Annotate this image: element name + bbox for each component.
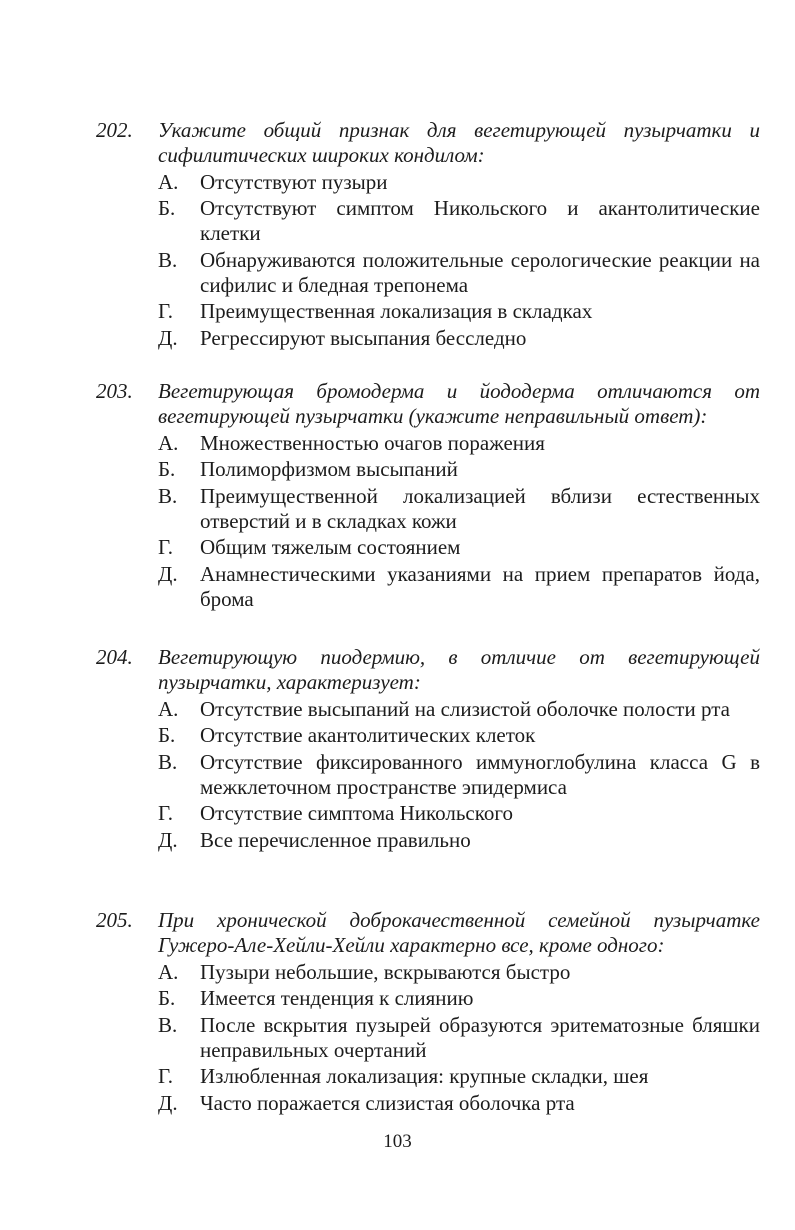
answer-option-g — [158, 535, 760, 560]
question-text: Вегетирующую пиодермию, в отличие от вегетирующей пузырчатки, характеризует: — [158, 645, 760, 694]
option-letter: А. — [158, 430, 179, 455]
answer-option-g — [158, 1064, 760, 1089]
option-letter: Б. — [158, 196, 176, 220]
question-text: Укажите общий признак для вегетирующей пузырчатки и сифилитических широких кондилом: — [158, 118, 760, 167]
answer-option-b — [158, 986, 760, 1011]
option-letter: Д. — [158, 325, 178, 350]
option-letter: Г. — [158, 535, 174, 559]
option-letter: А. — [158, 169, 179, 194]
answer-option-v — [158, 484, 760, 534]
answer-option-a — [158, 431, 760, 456]
question-header — [96, 379, 760, 429]
option-text: Излюбленная локализация: крупные складки, шея — [200, 1064, 649, 1088]
option-letter: В. — [158, 1012, 178, 1037]
option-text: Преимущественной локализацией вблизи естественных отверстий и в складках кожи — [200, 483, 760, 533]
option-text: Отсутствие высыпаний на слизистой оболочке полости рта — [200, 696, 730, 721]
option-letter: В. — [158, 247, 178, 272]
answer-option-a — [158, 170, 760, 195]
option-letter: Д. — [158, 561, 178, 586]
answer-option-d — [158, 828, 760, 853]
question-number: 205. — [96, 908, 133, 932]
option-text: Имеется тенденция к слиянию — [200, 986, 474, 1010]
answer-option-v — [158, 1013, 760, 1063]
page-number: 103 — [383, 1131, 412, 1152]
option-letter: Б. — [158, 457, 176, 481]
option-text: Отсутствие симптома Никольского — [200, 801, 513, 825]
option-letter: А. — [158, 696, 179, 721]
option-letter: В. — [158, 749, 178, 774]
option-letter: Г. — [158, 299, 174, 323]
question-205 — [96, 908, 760, 1116]
question-number: 204. — [96, 645, 133, 669]
answer-option-v — [158, 248, 760, 298]
answer-option-b — [158, 196, 760, 246]
option-text: Регрессируют высыпания бесследно — [200, 325, 527, 350]
option-text: Часто поражается слизистая оболочка рта — [200, 1090, 575, 1115]
answer-options — [158, 431, 760, 612]
question-203 — [96, 379, 760, 612]
question-text: Вегетирующая бромодерма и йододерма отличаются от вегетирующей пузырчатки (укажите неправильный ответ): — [158, 379, 760, 428]
answer-options — [158, 960, 760, 1116]
option-text: Отсутствие фиксированного иммуноглобулина класса G в межклеточном пространстве эпидермиса — [200, 749, 760, 799]
option-letter: Д. — [158, 827, 178, 852]
question-text: При хронической доброкачественной семейной пузырчатке Гужеро-Але-Хейли-Хейли характерно все, кроме одного: — [158, 908, 760, 957]
option-letter: Б. — [158, 986, 176, 1010]
option-text: Все перечисленное правильно — [200, 827, 471, 852]
answer-option-v — [158, 750, 760, 800]
answer-options — [158, 170, 760, 351]
answer-option-a — [158, 697, 760, 722]
option-text: После вскрытия пузырей образуются эритематозные бляшки неправильных очертаний — [200, 1012, 760, 1062]
option-letter: Д. — [158, 1090, 178, 1115]
question-header — [96, 908, 760, 958]
answer-option-d — [158, 1091, 760, 1116]
option-text: Множественностью очагов поражения — [200, 430, 545, 455]
answer-option-b — [158, 723, 760, 748]
answer-option-g — [158, 801, 760, 826]
question-header — [96, 118, 760, 168]
option-letter: В. — [158, 483, 178, 508]
answer-option-g — [158, 299, 760, 324]
question-number: 202. — [96, 118, 133, 142]
question-204 — [96, 645, 760, 853]
answer-option-d — [158, 562, 760, 612]
answer-option-a — [158, 960, 760, 985]
answer-option-b — [158, 457, 760, 482]
option-text: Общим тяжелым состоянием — [200, 535, 461, 559]
option-letter: А. — [158, 959, 179, 984]
option-text: Полиморфизмом высыпаний — [200, 457, 458, 481]
option-letter: Б. — [158, 723, 176, 747]
option-text: Анамнестическими указаниями на прием препаратов йода, брома — [200, 561, 760, 611]
option-text: Отсутствуют пузыри — [200, 169, 388, 194]
question-number: 203. — [96, 379, 133, 403]
option-text: Обнаруживаются положительные серологические реакции на сифилис и бледная трепонема — [200, 247, 760, 297]
option-text: Отсутствуют симптом Никольского и акантолитические клетки — [200, 196, 760, 245]
option-letter: Г. — [158, 801, 174, 825]
question-header — [96, 645, 760, 695]
option-letter: Г. — [158, 1064, 174, 1088]
answer-options — [158, 697, 760, 853]
answer-option-d — [158, 326, 760, 351]
option-text: Пузыри небольшие, вскрываются быстро — [200, 959, 571, 984]
option-text: Отсутствие акантолитических клеток — [200, 723, 536, 747]
option-text: Преимущественная локализация в складках — [200, 299, 593, 323]
question-202 — [96, 118, 760, 351]
